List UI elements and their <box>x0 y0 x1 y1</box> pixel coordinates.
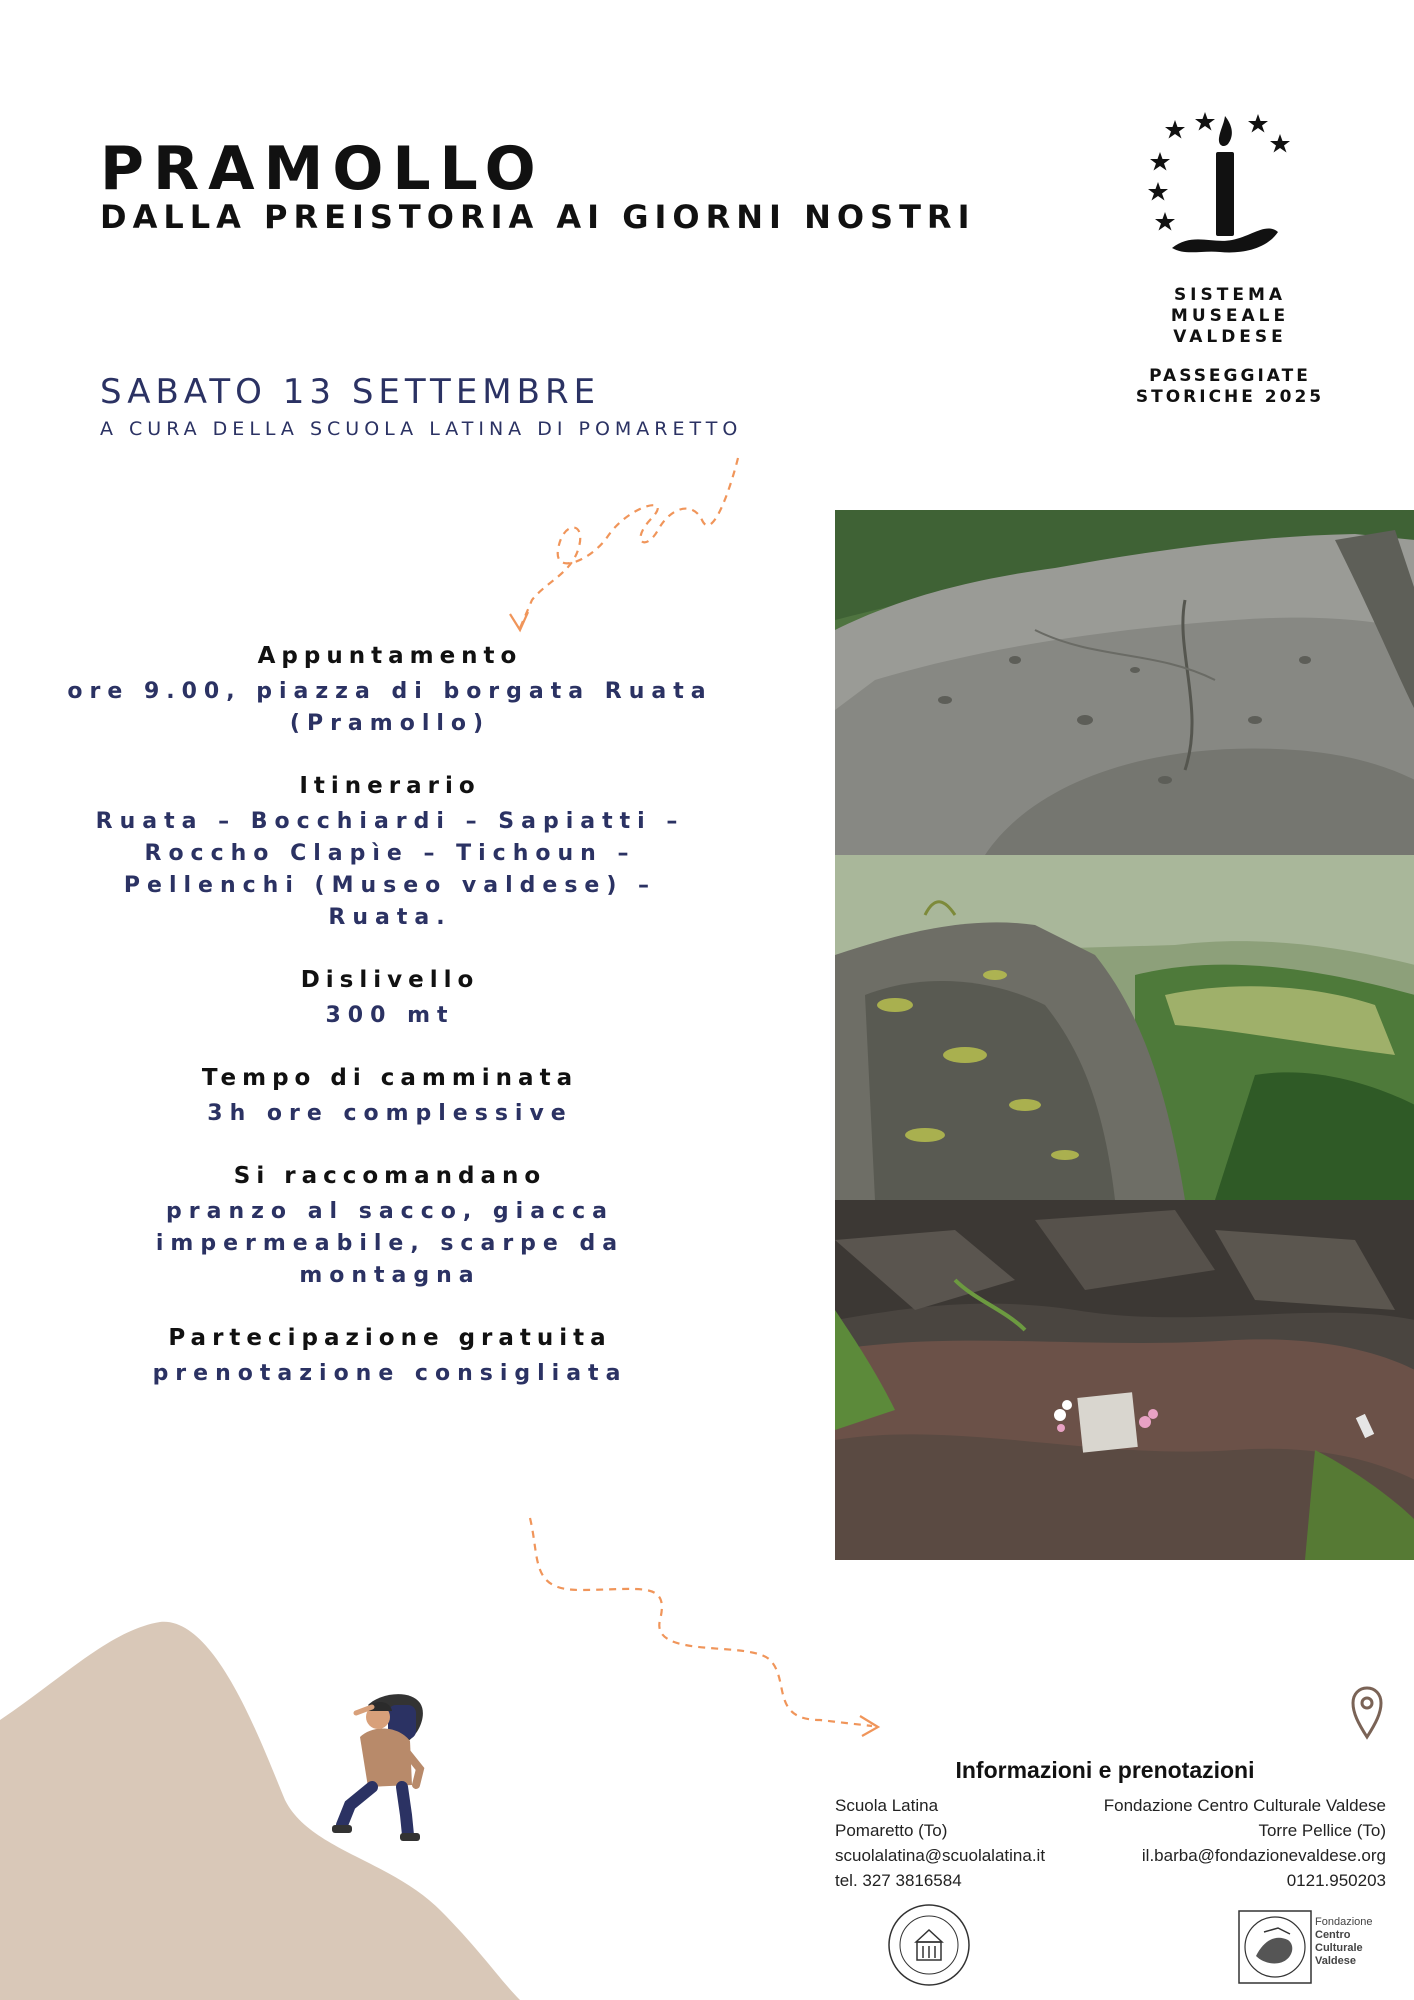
detail-label: Dislivello <box>300 967 480 993</box>
detail-dislivello <box>60 964 720 1032</box>
museum-system-name <box>1080 285 1380 348</box>
logo-name-line: VALDESE <box>1173 327 1287 347</box>
logo-name-line: SISTEMA <box>1173 285 1287 305</box>
event-details <box>60 640 720 1420</box>
fondazione-logo-line: Culturale <box>1315 1942 1363 1954</box>
event-curator: A CURA DELLA SCUOLA LATINA DI POMARETTO <box>100 418 743 440</box>
contact-line: Torre Pellice (To) <box>1258 1821 1386 1840</box>
page-subtitle: DALLA PREISTORIA AI GIORNI NOSTRI <box>100 198 976 236</box>
memorial-plaque-photo <box>835 1200 1414 1560</box>
rock-carvings-photo <box>835 510 1414 855</box>
detail-raccomandazioni <box>60 1160 720 1292</box>
detail-appuntamento <box>60 640 720 740</box>
series-line: PASSEGGIATE <box>1149 366 1311 386</box>
page-title: PRAMOLLO <box>100 134 545 204</box>
detail-value: 300 mt <box>325 1003 455 1028</box>
event-date: SABATO 13 SETTEMBRE <box>100 372 601 412</box>
contact-phone[interactable]: tel. 327 3816584 <box>835 1871 962 1890</box>
location-pin-icon <box>1350 1685 1384 1741</box>
logo-name-line: MUSEALE <box>1170 306 1290 326</box>
mountain-icon <box>0 1610 560 2000</box>
detail-itinerario <box>60 770 720 934</box>
series-line: STORICHE 2025 <box>1135 387 1325 407</box>
fondazione-logo-icon <box>1238 1910 1312 1984</box>
fondazione-logo-line: Valdese <box>1315 1955 1356 1967</box>
contact-email[interactable]: scuolalatina@scuolalatina.it <box>835 1846 1046 1865</box>
series-name <box>1060 366 1400 408</box>
detail-tempo <box>60 1062 720 1130</box>
fondazione-logo-text <box>1315 1916 1373 1968</box>
fondazione-logo-line: Fondazione <box>1315 1916 1373 1928</box>
contact-line: Scuola Latina <box>835 1796 939 1815</box>
detail-label: Partecipazione gratuita <box>168 1325 612 1351</box>
scuola-latina-badge-icon <box>886 1902 972 1988</box>
contact-scuola-latina <box>835 1793 1045 1893</box>
detail-label: Itinerario <box>299 773 481 799</box>
detail-value: 3h ore complessive <box>207 1101 573 1126</box>
detail-value: ore 9.00, piazza di borgata Ruata (Pramollo) <box>67 679 713 736</box>
detail-label: Appuntamento <box>257 643 523 669</box>
dashed-arrow-top-icon <box>480 450 760 640</box>
detail-value: Ruata – Bocchiardi – Sapiatti – Roccho Clapìe – Tichoun – Pellenchi (Museo valdese) – Ruata. <box>95 809 685 930</box>
contacts-title: Informazioni e prenotazioni <box>955 1757 1255 1783</box>
contact-email[interactable]: il.barba@fondazionevaldese.org <box>1141 1846 1386 1865</box>
contact-phone[interactable]: 0121.950203 <box>1286 1871 1386 1890</box>
candle-stars-logo-icon <box>1140 110 1310 260</box>
hiker-icon <box>320 1675 440 1845</box>
contact-line: Fondazione Centro Culturale Valdese <box>1103 1796 1386 1815</box>
valley-rock-photo <box>835 855 1414 1200</box>
detail-value: pranzo al sacco, giacca impermeabile, scarpe da montagna <box>155 1199 625 1288</box>
contact-line: Pomaretto (To) <box>835 1821 948 1840</box>
fondazione-logo-line: Centro <box>1315 1929 1351 1941</box>
contact-fondazione <box>1040 1793 1386 1893</box>
detail-label: Tempo di camminata <box>201 1065 579 1091</box>
detail-value: prenotazione consigliata <box>152 1361 628 1386</box>
detail-label: Si raccomandano <box>233 1163 547 1189</box>
detail-partecipazione <box>60 1322 720 1390</box>
dashed-arrow-bottom-icon <box>520 1510 890 1740</box>
